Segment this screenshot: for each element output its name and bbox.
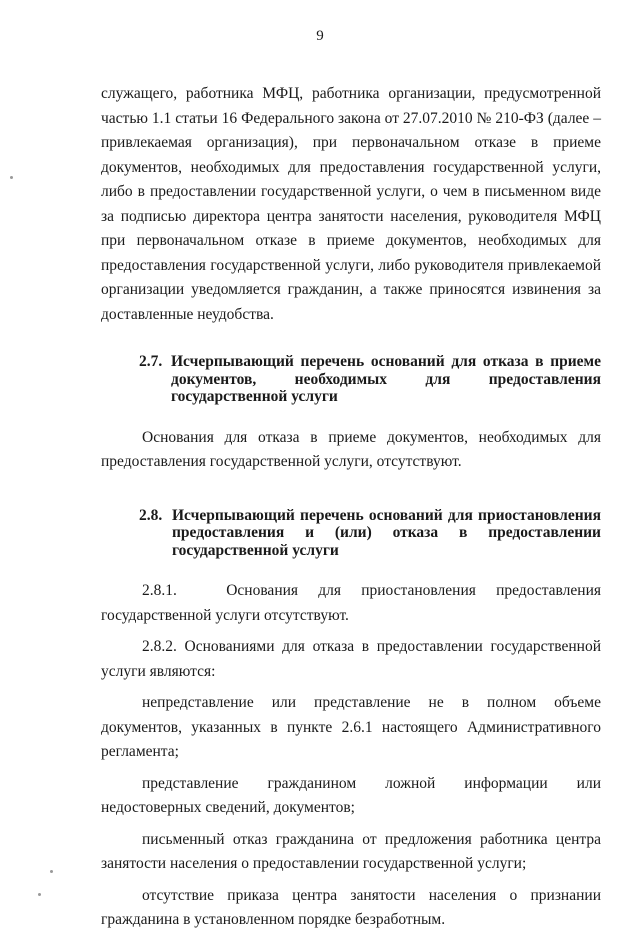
section-number: 2.8.	[139, 506, 163, 524]
scan-speck	[38, 893, 41, 896]
clause-text: Основания для приостановления предоставления государственной услуги отсутствуют.	[101, 582, 601, 624]
section-heading-2-7	[101, 353, 601, 406]
list-item: представление гражданином ложной информации или недостоверных сведений, документов;	[101, 774, 601, 816]
section-title: Исчерпывающий перечень оснований для приостановления предоставления и (или) отказа в предоставлении государственной услуги	[172, 506, 601, 559]
list-item: непредставление или представление не в полном объеме документов, указанных в пункте 2.6.1 настоящего Административного регламента;	[101, 694, 601, 760]
document-body	[101, 82, 601, 933]
section-heading-2-8	[101, 507, 601, 560]
clause-2-8-1	[101, 579, 601, 628]
list-item: отсутствие приказа центра занятости населения о признании гражданина в установленном порядке безработным.	[101, 886, 601, 928]
clause-2-8-2: 2.8.2. Основаниями для отказа в предоставлении государственной услуги являются:	[101, 638, 601, 680]
section-title: Исчерпывающий перечень оснований для отказа в приеме документов, необходимых для предоставления государственной услуги	[171, 353, 601, 405]
clause-number: 2.8.1.	[142, 582, 177, 599]
section-2-7-body: Основания для отказа в приеме документов, необходимых для предоставления государственной услуги, отсутствуют.	[101, 428, 601, 470]
page-number: 9	[316, 28, 324, 44]
scan-speck	[50, 870, 53, 873]
section-number: 2.7.	[139, 353, 163, 370]
paragraph-continuation: служащего, работника МФЦ, работника организации, предусмотренной частью 1.1 статьи 16 Федерального закона от 27.07.2010 № 210-ФЗ (далее – привлекаемая организация), при первоначальном отказе в приеме документов, необходимых для предоставления государственной услуги, либо в предоставлении государственной услуги, о чем в письменном виде за подписью директора центра занятости населения, руководителя МФЦ при первоначальном отказе в приеме документов, необходимых для предоставления государственной услуги, либо руководителя привлекаемой организации уведомляется гражданин, а также приносятся извинения за доставленные неудобства.	[101, 85, 601, 323]
list-item: письменный отказ гражданина от предложения работника центра занятости населения о предоставлении государственной услуги;	[101, 830, 601, 872]
scan-speck	[10, 176, 13, 179]
